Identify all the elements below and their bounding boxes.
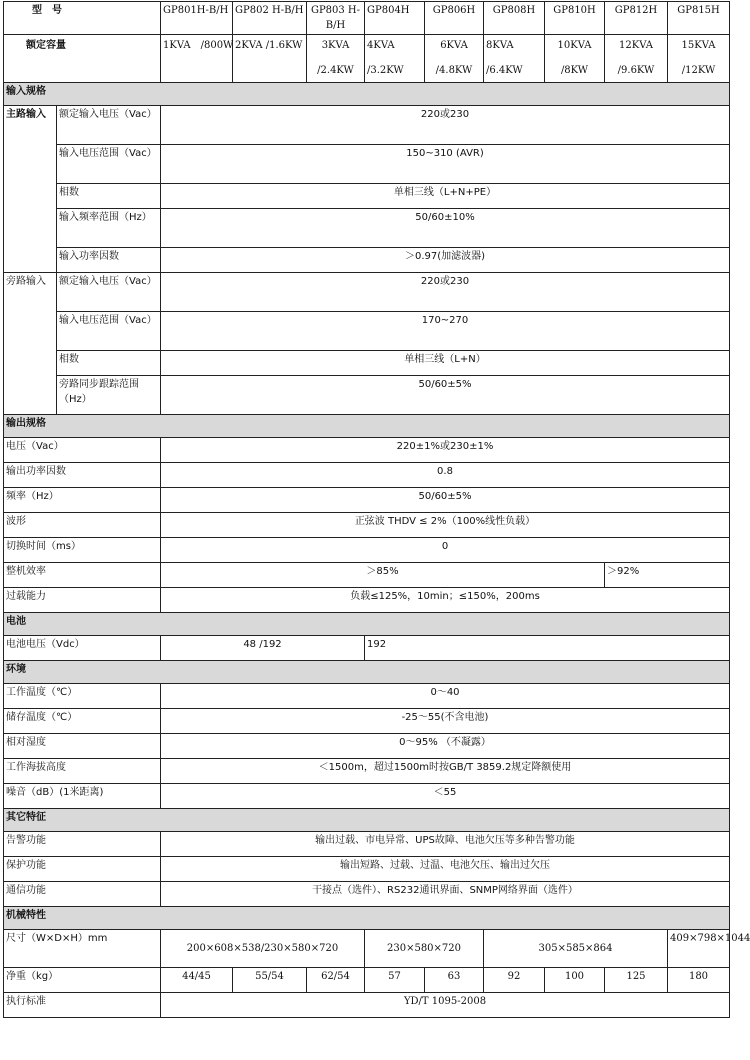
spec-label: 相对湿度 bbox=[4, 734, 161, 759]
section-environment bbox=[4, 661, 730, 684]
capacity-row bbox=[4, 35, 730, 83]
size-value-2: 230×580×720 bbox=[365, 930, 484, 968]
input-bypass-row bbox=[4, 376, 730, 415]
spec-value: 0.8 bbox=[161, 463, 730, 488]
spec-label: 告警功能 bbox=[4, 832, 161, 857]
size-value-1: 200×608×538/230×580×720 bbox=[161, 930, 365, 968]
spec-value: 0～40 bbox=[161, 684, 730, 709]
environment-row bbox=[4, 759, 730, 784]
capacity-8: 12KVA /9.6KW bbox=[605, 35, 668, 83]
efficiency-value-low: ＞85% bbox=[161, 563, 605, 588]
capacity-3: 3KVA /2.4KW bbox=[307, 35, 365, 83]
spec-value: 0 bbox=[161, 538, 730, 563]
capacity-label: 额定容量 bbox=[4, 35, 161, 83]
weight-value: 180 bbox=[668, 968, 730, 993]
spec-value: ＜55 bbox=[161, 784, 730, 809]
standard-row bbox=[4, 993, 730, 1018]
spec-value: 正弦波 THDV ≤ 2%（100%线性负载） bbox=[161, 513, 730, 538]
size-label: 尺寸（W×D×H）mm bbox=[4, 930, 161, 968]
weight-value: 57 bbox=[365, 968, 425, 993]
environment-row bbox=[4, 784, 730, 809]
spec-value: 50/60±10% bbox=[161, 209, 730, 248]
bypass-input-label: 旁路输入 bbox=[4, 273, 57, 415]
model-row bbox=[4, 2, 730, 35]
section-input bbox=[4, 83, 730, 106]
weight-value: 100 bbox=[545, 968, 605, 993]
environment-row bbox=[4, 734, 730, 759]
model-2: GP802 H-B/H bbox=[233, 2, 307, 35]
spec-value: 50/60±5% bbox=[161, 376, 730, 415]
spec-value: 220或230 bbox=[161, 273, 730, 312]
capacity-2: 2KVA /1.6KW bbox=[233, 35, 307, 83]
overload-label: 过载能力 bbox=[4, 588, 161, 613]
spec-label: 波形 bbox=[4, 513, 161, 538]
output-row bbox=[4, 438, 730, 463]
spec-value: 单相三线（L+N） bbox=[161, 351, 730, 376]
model-8: GP812H bbox=[605, 2, 668, 35]
capacity-6: 8KVA /6.4KW bbox=[484, 35, 545, 83]
weight-value: 44/45 bbox=[161, 968, 233, 993]
spec-label: 旁路同步跟踪范围（Hz） bbox=[57, 376, 161, 415]
size-row bbox=[4, 930, 730, 968]
model-4: GP804H bbox=[365, 2, 425, 35]
model-label: 型 号 bbox=[4, 2, 161, 35]
standard-label: 执行标准 bbox=[4, 993, 161, 1018]
efficiency-label: 整机效率 bbox=[4, 563, 161, 588]
spec-label: 电压（Vac） bbox=[4, 438, 161, 463]
model-7: GP810H bbox=[545, 2, 605, 35]
spec-label: 通信功能 bbox=[4, 882, 161, 907]
spec-label: 额定输入电压（Vac） bbox=[57, 273, 161, 312]
spec-label: 输入电压范围（Vac） bbox=[57, 312, 161, 351]
spec-label: 额定输入电压（Vac） bbox=[57, 106, 161, 145]
input-main-row bbox=[4, 184, 730, 209]
input-main-row bbox=[4, 248, 730, 273]
spec-value: ＞0.97(加滤波器) bbox=[161, 248, 730, 273]
model-5: GP806H bbox=[425, 2, 484, 35]
output-row bbox=[4, 463, 730, 488]
spec-label: 频率（Hz） bbox=[4, 488, 161, 513]
efficiency-value-high: ＞92% bbox=[605, 563, 730, 588]
capacity-9: 15KVA /12KW bbox=[668, 35, 730, 83]
battery-value-low: 48 /192 bbox=[161, 636, 365, 661]
weight-value: 92 bbox=[484, 968, 545, 993]
other-row bbox=[4, 882, 730, 907]
spec-table bbox=[3, 1, 750, 1018]
size-value-3: 305×585×864 bbox=[484, 930, 668, 968]
output-row bbox=[4, 538, 730, 563]
section-mechanical-title: 机械特性 bbox=[4, 907, 730, 930]
spec-value: 输出短路、过载、过温、电池欠压、输出过欠压 bbox=[161, 857, 730, 882]
section-battery-title: 电池 bbox=[4, 613, 730, 636]
capacity-1: 1KVA /800W bbox=[161, 35, 233, 83]
efficiency-row bbox=[4, 563, 730, 588]
weight-label: 净重（kg） bbox=[4, 968, 161, 993]
section-input-title: 输入规格 bbox=[4, 83, 730, 106]
capacity-4: 4KVA /3.2KW bbox=[365, 35, 425, 83]
other-row bbox=[4, 857, 730, 882]
spec-value: 干接点（选件）、RS232通讯界面、SNMP网络界面（选件） bbox=[161, 882, 730, 907]
spec-value: 50/60±5% bbox=[161, 488, 730, 513]
spec-label: 输入电压范围（Vac） bbox=[57, 145, 161, 184]
spec-label: 相数 bbox=[57, 351, 161, 376]
spec-label: 输入频率范围（Hz） bbox=[57, 209, 161, 248]
model-6: GP808H bbox=[484, 2, 545, 35]
section-other-title: 其它特征 bbox=[4, 809, 730, 832]
output-row bbox=[4, 488, 730, 513]
spec-value: -25～55(不含电池) bbox=[161, 709, 730, 734]
spec-label: 工作温度（℃） bbox=[4, 684, 161, 709]
overload-value: 负载≤125%，10min；≤150%，200ms bbox=[161, 588, 730, 613]
capacity-7: 10KVA /8KW bbox=[545, 35, 605, 83]
spec-value: 220或230 bbox=[161, 106, 730, 145]
spec-value: 170~270 bbox=[161, 312, 730, 351]
other-row bbox=[4, 832, 730, 857]
output-row bbox=[4, 513, 730, 538]
weight-value: 125 bbox=[605, 968, 668, 993]
battery-label: 电池电压（Vdc） bbox=[4, 636, 161, 661]
input-bypass-row bbox=[4, 312, 730, 351]
section-other bbox=[4, 809, 730, 832]
model-1: GP801H-B/H bbox=[161, 2, 233, 35]
battery-value-high: 192 bbox=[365, 636, 730, 661]
overload-row bbox=[4, 588, 730, 613]
input-main-row bbox=[4, 209, 730, 248]
weight-value: 62/54 bbox=[307, 968, 365, 993]
section-output bbox=[4, 415, 730, 438]
input-bypass-row bbox=[4, 351, 730, 376]
spec-label: 保护功能 bbox=[4, 857, 161, 882]
standard-value: YD/T 1095-2008 bbox=[161, 993, 730, 1018]
spec-label: 储存温度（℃） bbox=[4, 709, 161, 734]
environment-row bbox=[4, 709, 730, 734]
spec-value: ＜1500m，超过1500m时按GB/T 3859.2规定降额使用 bbox=[161, 759, 730, 784]
spec-value: 150~310 (AVR) bbox=[161, 145, 730, 184]
section-mechanical bbox=[4, 907, 730, 930]
section-output-title: 输出规格 bbox=[4, 415, 730, 438]
spec-label: 相数 bbox=[57, 184, 161, 209]
main-input-label: 主路输入 bbox=[4, 106, 57, 273]
size-value-4: 409×798×1044 bbox=[668, 930, 730, 968]
spec-label: 噪音（dB）(1米距离) bbox=[4, 784, 161, 809]
spec-value: 0～95% （不凝露） bbox=[161, 734, 730, 759]
input-main-row bbox=[4, 145, 730, 184]
battery-row bbox=[4, 636, 730, 661]
section-battery bbox=[4, 613, 730, 636]
spec-value: 输出过载、市电异常、UPS故障、电池欠压等多种告警功能 bbox=[161, 832, 730, 857]
model-9: GP815H bbox=[668, 2, 730, 35]
weight-value: 55/54 bbox=[233, 968, 307, 993]
environment-row bbox=[4, 684, 730, 709]
spec-label: 输出功率因数 bbox=[4, 463, 161, 488]
weight-value: 63 bbox=[425, 968, 484, 993]
spec-value: 单相三线（L+N+PE） bbox=[161, 184, 730, 209]
capacity-5: 6KVA /4.8KW bbox=[425, 35, 484, 83]
input-main-row bbox=[4, 106, 730, 145]
model-3: GP803 H-B/H bbox=[307, 2, 365, 35]
weight-row bbox=[4, 968, 730, 993]
spec-label: 输入功率因数 bbox=[57, 248, 161, 273]
spec-value: 220±1%或230±1% bbox=[161, 438, 730, 463]
input-bypass-row bbox=[4, 273, 730, 312]
section-environment-title: 环境 bbox=[4, 661, 730, 684]
spec-label: 切换时间（ms） bbox=[4, 538, 161, 563]
spec-label: 工作海拔高度 bbox=[4, 759, 161, 784]
